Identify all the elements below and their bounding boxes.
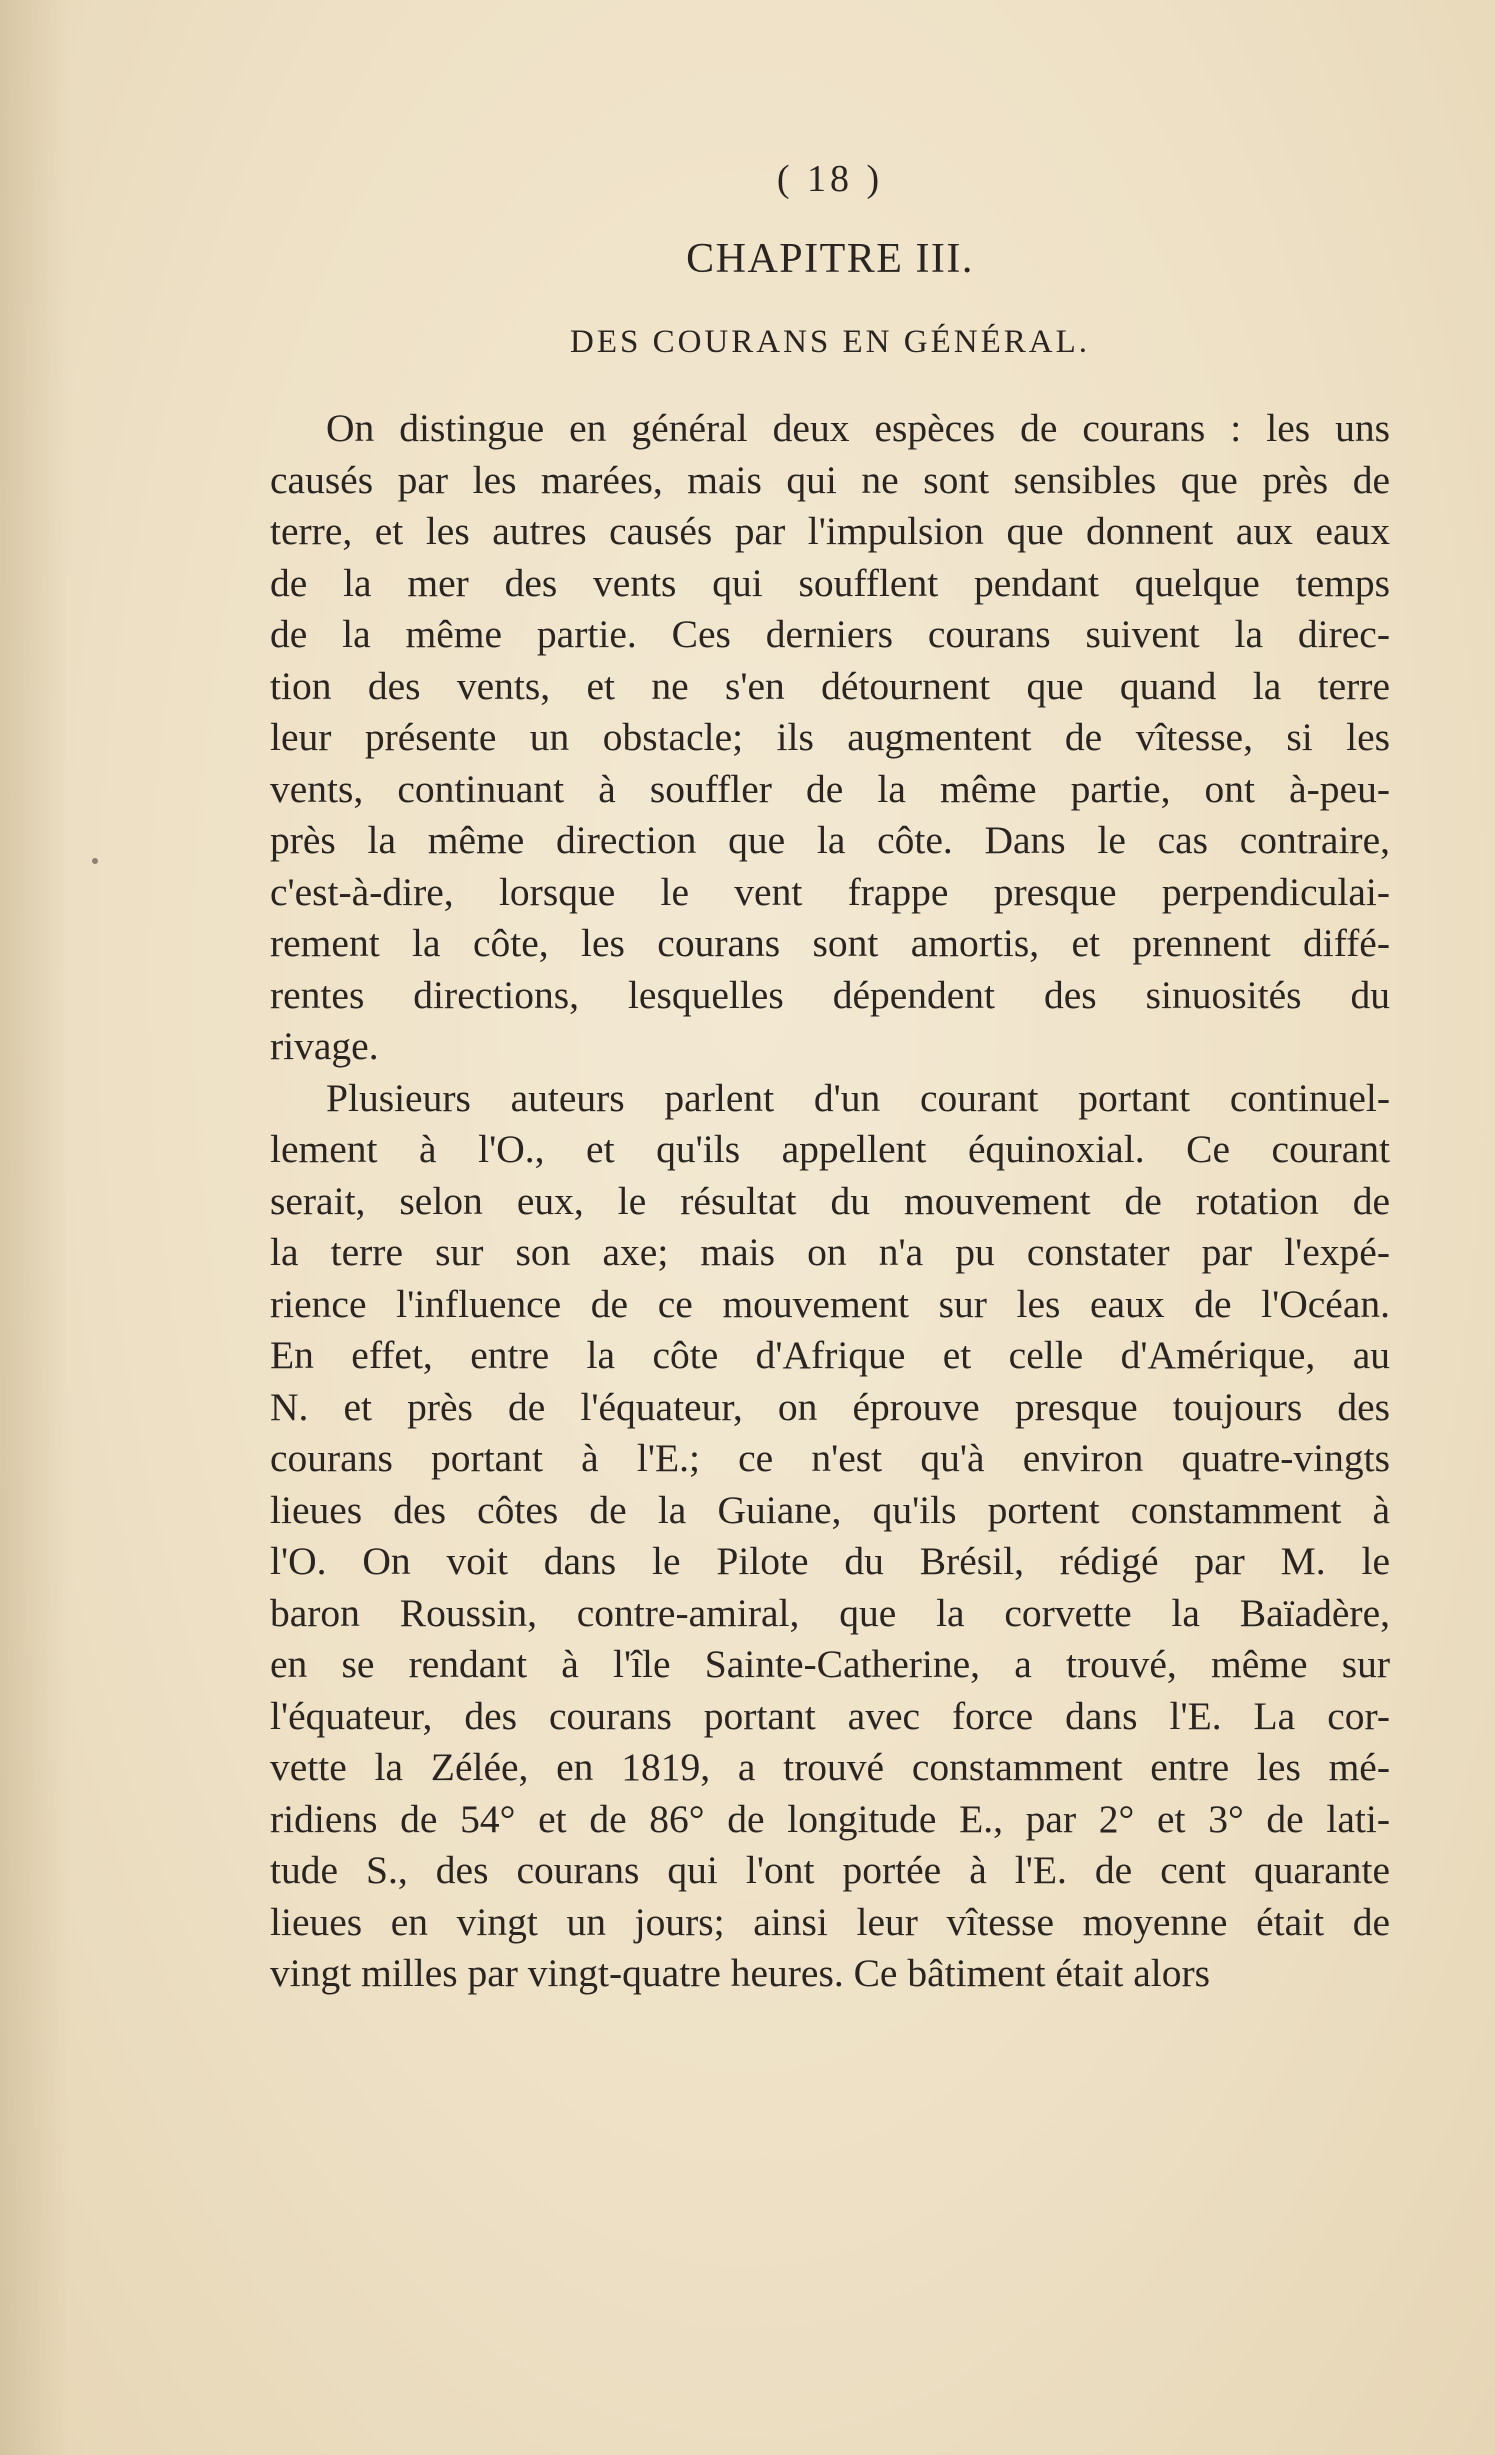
text-line: de la même partie. Ces derniers courans suivent la direc-	[270, 612, 1390, 656]
text-line: tion des vents, et ne s'en détournent que quand la terre	[270, 663, 1390, 708]
text-line: lieues des côtes de la Guiane, qu'ils portent constamment à	[270, 1487, 1390, 1532]
text-line: c'est-à-dire, lorsque le vent frappe presque perpendiculai-	[270, 869, 1390, 914]
text-line: rivage.	[270, 1024, 379, 1068]
page-text	[270, 160, 1390, 2000]
text-line: vingt milles par vingt-quatre heures. Ce bâtiment était alors	[270, 1951, 1211, 1995]
text-line: vents, continuant à souffler de la même partie, ont à-peu-	[270, 766, 1390, 811]
text-line: vette la Zélée, en 1819, a trouvé constamment entre les mé-	[270, 1745, 1390, 1789]
text-line: rience l'influence de ce mouvement sur les eaux de l'Océan.	[270, 1281, 1390, 1326]
page-number: ( 18 )	[776, 158, 884, 200]
text-line: leur présente un obstacle; ils augmentent de vîtesse, si les	[270, 715, 1390, 759]
text-line: en se rendant à l'île Sainte-Catherine, a trouvé, même sur	[270, 1642, 1390, 1686]
text-line: serait, selon eux, le résultat du mouvement de rotation de	[270, 1178, 1390, 1223]
text-line: terre, et les autres causés par l'impulsion que donnent aux eaux	[270, 509, 1390, 553]
text-line: causés par les marées, mais qui ne sont sensibles que près de	[270, 457, 1390, 502]
text-line: On distingue en général deux espèces de courans : les uns	[326, 406, 1390, 450]
chapter-title: CHAPITRE III.	[686, 236, 974, 282]
section-title: DES COURANS EN GÉNÉRAL.	[569, 324, 1090, 360]
page-gutter-shadow	[0, 0, 70, 2455]
text-line: Plusieurs auteurs parlent d'un courant portant continuel-	[326, 1075, 1390, 1120]
text-line: baron Roussin, contre-amiral, que la corvette la Baïadère,	[270, 1590, 1390, 1635]
text-line: de la mer des vents qui soufflent pendant quelque temps	[270, 560, 1390, 605]
text-line: ridiens de 54° et de 86° de longitude E., par 2° et 3° de lati-	[270, 1796, 1390, 1841]
text-line: l'O. On voit dans le Pilote du Brésil, rédigé par M. le	[270, 1539, 1390, 1583]
paragraph-1	[270, 403, 1390, 1073]
text-line: la terre sur son axe; mais on n'a pu constater par l'expé-	[270, 1230, 1390, 1274]
text-line: N. et près de l'équateur, on éprouve presque toujours des	[270, 1384, 1390, 1429]
text-line: tude S., des courans qui l'ont portée à l'E. de cent quarante	[270, 1848, 1390, 1892]
text-line: rement la côte, les courans sont amortis, et prennent diffé-	[270, 921, 1390, 965]
text-line: courans portant à l'E.; ce n'est qu'à environ quatre-vingts	[270, 1436, 1390, 1480]
paper-speck	[92, 858, 98, 864]
text-line: près la même direction que la côte. Dans le cas contraire,	[270, 818, 1390, 862]
text-line: En effet, entre la côte d'Afrique et celle d'Amérique, au	[270, 1333, 1390, 1377]
text-line: l'équateur, des courans portant avec force dans l'E. La cor-	[270, 1693, 1390, 1738]
text-line: rentes directions, lesquelles dépendent des sinuosités du	[270, 972, 1390, 1017]
text-line: lement à l'O., et qu'ils appellent équinoxial. Ce courant	[270, 1127, 1390, 1171]
paragraph-2	[270, 1073, 1390, 2000]
text-line: lieues en vingt un jours; ainsi leur vîtesse moyenne était de	[270, 1899, 1390, 1944]
